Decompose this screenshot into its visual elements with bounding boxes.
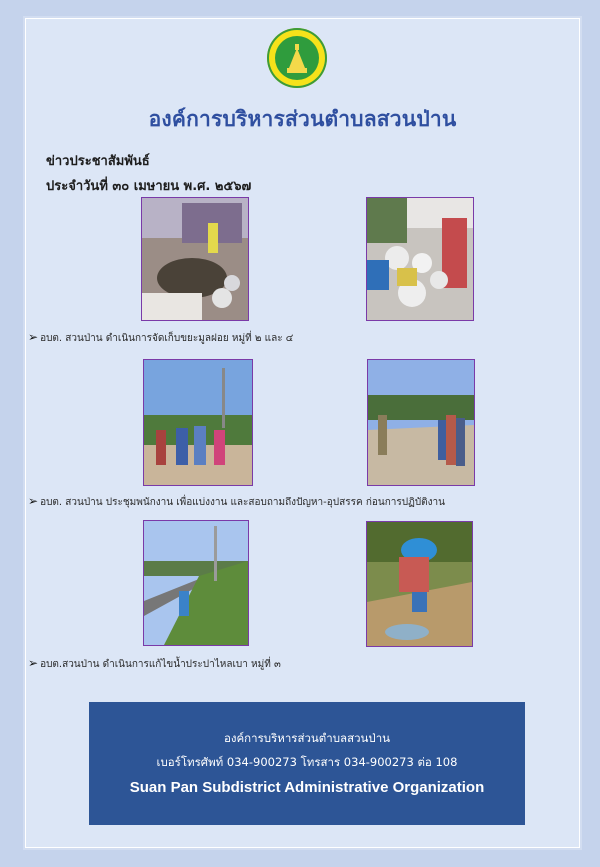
photo-staff-meeting-2 xyxy=(367,359,475,486)
contact-footer xyxy=(89,702,525,825)
bullet-arrow-icon: ➢ xyxy=(28,330,39,344)
photo-garbage-collection-2 xyxy=(366,197,474,321)
bullet-arrow-icon: ➢ xyxy=(28,494,39,508)
caption-2: ➢ อบต. สวนป่าน ประชุมพนักงาน เพื่อแบ่งงาน และสอบถามถึงปัญหา-อุปสรรค ก่อนการปฏิบัติงาน xyxy=(28,494,445,508)
photo-water-repair-1 xyxy=(143,520,249,646)
page-title: องค์การบริหารส่วนตำบลสวนป่าน xyxy=(148,107,457,131)
footer-org-thai: องค์การบริหารส่วนตำบลสวนป่าน xyxy=(223,731,391,745)
footer-contact: เบอร์โทรศัพท์ 034-900273 โทรสาร 034-900273 ต่อ 108 xyxy=(156,755,458,769)
news-heading: ข่าวประชาสัมพันธ์ xyxy=(46,154,150,169)
photo-staff-meeting-1 xyxy=(143,359,253,486)
caption-3: ➢ อบต.สวนป่าน ดำเนินการแก้ไขน้ำประปาไหลเบา หมู่ที่ ๓ xyxy=(28,656,281,670)
bullet-arrow-icon: ➢ xyxy=(28,656,39,670)
footer-org-english: Suan Pan Subdistrict Administrative Organization xyxy=(129,779,485,796)
date-line: ประจำวันที่ ๓๐ เมษายน พ.ศ. ๒๕๖๗ xyxy=(46,179,252,194)
photo-water-repair-2 xyxy=(366,521,473,647)
news-bulletin-page xyxy=(25,18,580,848)
photo-garbage-collection-1 xyxy=(141,197,249,321)
organization-logo xyxy=(267,28,327,88)
caption-1: ➢ อบต. สวนป่าน ดำเนินการจัดเก็บขยะมูลฝอย หมู่ที่ ๒ และ ๔ xyxy=(28,330,294,344)
